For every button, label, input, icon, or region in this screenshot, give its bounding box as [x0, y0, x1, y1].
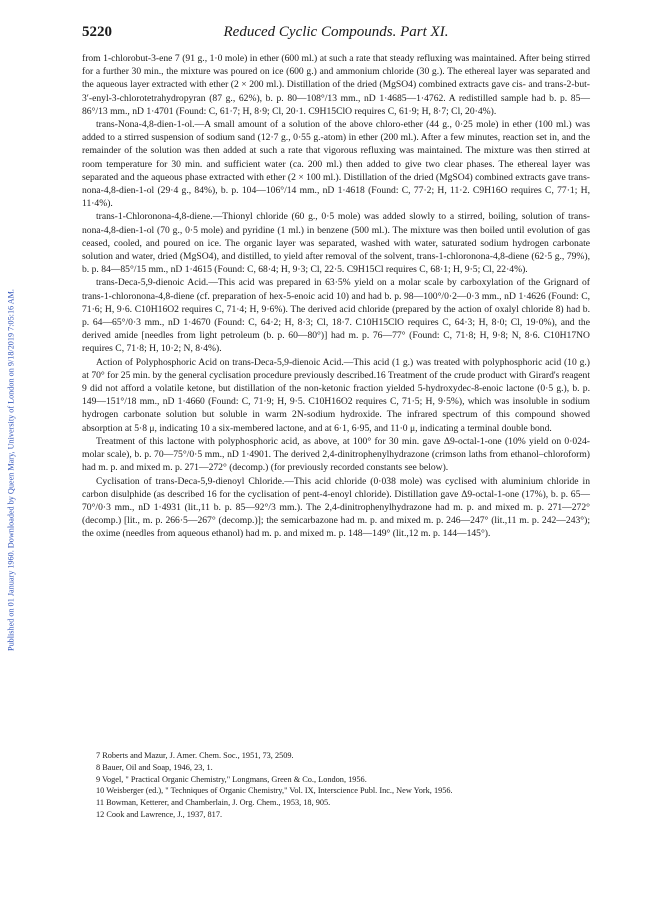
paragraph: Action of Polyphosphoric Acid on trans-Deca-5,9-dienoic Acid.—This acid (1 g.) was treated with polyphosphoric acid (10 g.) at 70° for 25 min. by the general cyclisation procedure previously described.16 Treatment of the crude product with Girard's reagent 9 did not afford a volatile ketone, but distillation of the non-ketonic fraction yielded 5-hydroxydec-8-enoic lactone (0·5 g.), b. p. 149—151°/18 mm., nD 1·4660 (Found: C, 71·9; H, 9·5. C10H16O2 requires C, 71·5; H, 9·5%), which was insoluble in sodium hydrogen carbonate solution but soluble in warm 2N-sodium hydroxide. The infrared spectrum of this compound showed absorption at 5·8 μ, indicating 10 a six-membered lactone, and at 6·1, 6·95, and 11·0 μ, indicating a terminal double bond.: [82, 356, 590, 434]
paragraph: trans-Nona-4,8-dien-1-ol.—A small amount of a solution of the above chloro-ether (44 g., 0·25 mole) in ether (100 ml.) was added to a stirred suspension of sodium sand (12·7 g., 0·55 g.-atom) in ether (200 ml.). After a few minutes, reaction set in, and the remainder of the solution was then added at such a rate that vigorous refluxing was maintained. The mixture was then stirred at room temperature for 30 min. and sufficient water (ca. 200 ml.) then added to give two clear phases. The ethereal layer was separated and the aqueous phase extracted with ether (2 × 100 ml.). Distillation of the dried (MgSO4) combined extracts gave trans-nona-4,8-dien-1-ol (29·4 g., 84%), b. p. 104—106°/14 mm., nD 1·4618 (Found: C, 77·2; H, 11·2. C9H16O requires C, 77·1; H, 11·4%).: [82, 119, 590, 210]
paragraph: Cyclisation of trans-Deca-5,9-dienoyl Chloride.—This acid chloride (0·038 mole) was cyclised with aluminium chloride in carbon disulphide (as described 16 for the cyclisation of pent-4-enoyl chloride). Distillation gave Δ9-octal-1-one (17%), b. p. 65—70°/0·3 mm., nD 1·4931 (lit.,11 b. p. 85—92°/3 mm.). The 2,4-dinitrophenylhydrazone had m. p. and mixed m. p. 271—272° (decomp.) [lit., m. p. 266·5—267° (decomp.)]; the semicarbazone had m. p. and mixed m. p. 246—247° (lit.,11 m. p. 242—243°); the oxime (needles from aqueous ethanol) had m. p. and mixed m. p. 148—149° (lit.,12 m. p. 144—145°).: [82, 475, 590, 540]
page-header: [82, 24, 590, 44]
download-watermark: [0, 90, 22, 850]
paragraph: trans-1-Chlorononа-4,8-diene.—Thionyl chloride (60 g., 0·5 mole) was added slowly to a stirred, boiling, solution of trans-nona-4,8-dien-1-ol (70 g., 0·5 mole) and pyridine (1 ml.) in benzene (500 ml.). The mixture was then boiled until evolution of gas ceased, cooled, and poured on ice. The organic layer was separated, washed with water, saturated sodium hydrogen carbonate solution and water, dried (MgSO4), and distilled, to yield after removal of the solvent, trans-1-chlorononа-4,8-diene (62·5 g., 79%), b. p. 84—85°/15 mm., nD 1·4615 (Found: C, 68·4; H, 9·3; Cl, 22·5. C9H15Cl requires C, 68·1; H, 9·5; Cl, 22·4%).: [82, 211, 590, 276]
paragraph: from 1-chlorobut-3-ene 7 (91 g., 1·0 mole) in ether (600 ml.) at such a rate that steady refluxing was maintained. After being stirred for a further 30 min., the mixture was poured on ice (600 g.) and ammonium chloride (30 g.). The ethereal layer was separated and the aqueous layer extracted with ether (2 × 200 ml.). Distillation of the dried (MgSO4) combined extracts gave cis- and trans-2-but-3′-enyl-3-chlorotetrahydropyran (87 g., 62%), b. p. 80—108°/13 mm., nD 1·4685—1·4762. A redistilled sample had b. p. 85—86°/13 mm., nD 1·4701 (Found: C, 61·7; H, 8·9; Cl, 20·1. C9H15ClO requires C, 61·9; H, 8·7; Cl, 20·4%).: [82, 53, 590, 117]
reference-item: 9 Vogel, " Practical Organic Chemistry," Longmans, Green & Co., London, 1956.: [96, 774, 367, 784]
reference-item: 8 Bauer, Oil and Soap, 1946, 23, 1.: [96, 762, 213, 772]
running-title: Reduced Cyclic Compounds. Part XI.: [223, 24, 449, 40]
references-list: [82, 750, 590, 821]
article-body: [82, 52, 590, 541]
reference-item: 10 Weisberger (ed.), " Techniques of Organic Chemistry," Vol. IX, Interscience Publ. Inc., New York, 1956.: [96, 786, 453, 796]
download-watermark-text: Published on 01 January 1960. Downloaded by Queen Mary, University of London on 9/18/2019 7:05:16 AM.: [6, 289, 16, 651]
paragraph: trans-Deca-5,9-dienoic Acid.—This acid was prepared in 63·5% yield on a molar scale by carboxylation of the Grignard of trans-1-chlorononа-4,8-diene (cf. preparation of hex-5-enoic acid 10) and had b. p. 98—100°/0·2—0·3 mm., nD 1·4626 (Found: C, 71·6; H, 9·6. C10H16O2 requires C, 71·4; H, 9·6%). The derived acid chloride (prepared by the action of oxalyl chloride 8) had b. p. 64—65°/0·3 mm., nD 1·4670 (Found: C, 64·2; H, 8·3; Cl, 18·7. C10H15ClO requires C, 64·3; H, 8·0; Cl, 19·0%), and the derived amide [needles from light petroleum (b. p. 60—80°)] had m. p. 76—77° (Found: C, 71·8; H, 9·8; N, 8·6. C10H17NO requires C, 71·8; H, 10·2; N, 8·4%).: [82, 277, 590, 355]
page-number: 5220: [82, 24, 112, 40]
reference-item: 12 Cook and Lawrence, J., 1937, 817.: [96, 809, 223, 819]
reference-item: 7 Roberts and Mazur, J. Amer. Chem. Soc., 1951, 73, 2509.: [96, 751, 294, 760]
reference-item: 11 Bowman, Ketterer, and Chamberlain, J. Org. Chem., 1953, 18, 905.: [96, 798, 331, 808]
paragraph: Treatment of this lactone with polyphosphoric acid, as above, at 100° for 30 min. gave Δ9-octal-1-one (10% yield on 0·024-molar scale), b. p. 70—75°/0·5 mm., nD 1·4901. The derived 2,4-dinitrophenylhydrazone (crimson laths from ethanol–chloroform) had m. p. and mixed m. p. 271—272° (decomp.) (for previously recorded constants see below).: [82, 435, 590, 474]
